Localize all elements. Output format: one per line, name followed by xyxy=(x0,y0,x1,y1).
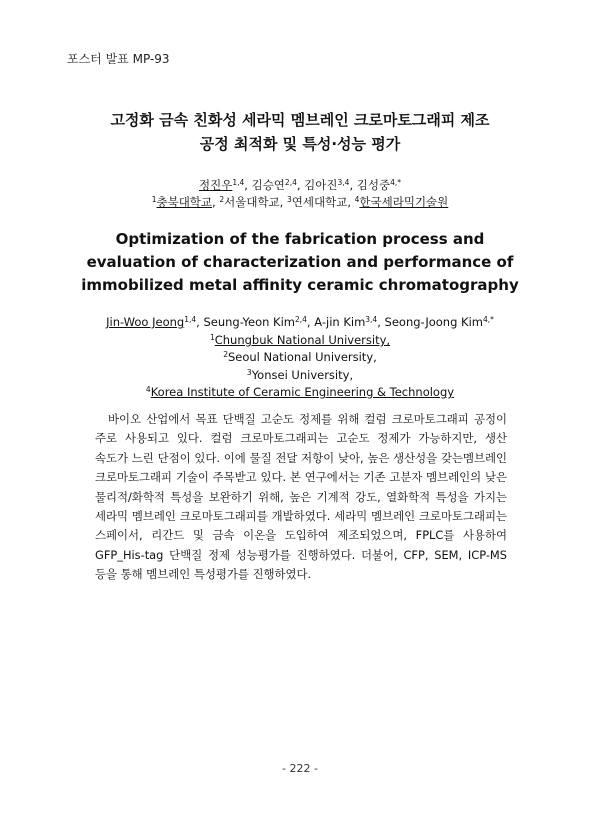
affiliation-mark: 4 xyxy=(145,385,151,394)
english-affiliation xyxy=(0,331,600,349)
english-title: Optimization of the fabrication process and evaluation of characterization and performance of immobilized metal affinity ceramic chromatography xyxy=(81,230,519,294)
english-author xyxy=(385,315,494,329)
author-affiliation-mark: 3,4 xyxy=(337,178,350,187)
affiliation-name: Chungbuk National University, xyxy=(214,333,391,347)
affiliation-mark: 3 xyxy=(246,368,252,377)
separator: , xyxy=(296,178,305,192)
english-author xyxy=(314,315,384,329)
author-name: Seong-Joong Kim xyxy=(384,315,483,329)
affiliation-mark: 2 xyxy=(219,195,225,204)
author-name: Jin-Woo Jeong xyxy=(106,315,185,329)
english-author-list xyxy=(0,313,600,331)
korean-author xyxy=(252,178,305,192)
affiliation-mark: 1 xyxy=(151,195,157,204)
author-name: 김승연 xyxy=(251,178,285,192)
korean-author xyxy=(357,178,401,192)
korean-affiliation xyxy=(287,195,355,209)
korean-affiliation xyxy=(219,195,287,209)
separator: , xyxy=(196,315,204,329)
affiliation-name: Yonsei University, xyxy=(251,368,354,382)
author-name: 정진우 xyxy=(199,178,233,192)
author-name: Seung-Yeon Kim xyxy=(203,315,295,329)
separator: , xyxy=(349,178,357,192)
english-affiliation xyxy=(0,366,600,384)
author-name: 김아진 xyxy=(304,178,338,192)
author-affiliation-mark: 4,* xyxy=(390,178,401,187)
english-author xyxy=(203,315,314,329)
affiliation-name: Seoul National University, xyxy=(227,350,377,364)
separator: , xyxy=(212,195,220,209)
author-affiliation-mark: 2,4 xyxy=(294,315,307,324)
affiliation-name: Korea Institute of Ceramic Engineering & Technology xyxy=(150,385,455,399)
separator: , xyxy=(347,195,355,209)
session-label: 포스터 발표 MP-93 xyxy=(67,52,170,66)
page-number: - 222 - xyxy=(282,762,318,775)
separator: , xyxy=(377,315,385,329)
author-name: A-jin Kim xyxy=(314,315,366,329)
affiliation-name: 서울대학교 xyxy=(224,195,280,209)
author-affiliation-mark: 3,4 xyxy=(365,315,378,324)
author-affiliation-mark: 1,4 xyxy=(232,178,245,187)
affiliation-mark: 3 xyxy=(286,195,292,204)
separator: , xyxy=(244,178,252,192)
author-affiliation-mark: 4,* xyxy=(482,315,494,324)
korean-affiliation xyxy=(355,195,449,209)
author-affiliation-mark: 2,4 xyxy=(284,178,297,187)
english-affiliation xyxy=(0,348,600,366)
korean-title xyxy=(0,108,600,156)
author-name: 김성중 xyxy=(356,178,391,192)
affiliation-name: 연세대학교 xyxy=(291,195,348,209)
english-author xyxy=(106,315,203,329)
korean-author xyxy=(304,178,357,192)
affiliation-mark: 4 xyxy=(354,195,360,204)
korean-affiliation xyxy=(152,195,220,209)
separator: , xyxy=(306,315,315,329)
korean-title-line-1: 고정화 금속 친화성 세라믹 멤브레인 크로마토그래피 제조 xyxy=(110,111,490,129)
english-affiliation xyxy=(0,383,600,401)
separator: , xyxy=(279,195,287,209)
abstract-body: 바이오 산업에서 목표 단백질 고순도 정제를 위해 컬럼 크로마토그래피 공정이 주로 사용되고 있다. 컬럼 크로마토그래피는 고순도 정제가 가능하지만, 생산 속도가 느린 단점이 있다. 이에 물질 전달 저항이 낮아, 높은 생산성을 갖는멤브레인 크로마토그래피 기술이 주목받고 있다. 본 연구에서는 기존 고분자 멤브레인의 낮은 물리적/화학적 특성을 보완하기 위해, 높은 기계적 강도, 열화학적 특성을 가지는 세라믹 멤브레인 크로마토그래피를 개발하였다. 세라믹 멤브레인 크로마토그래피는 스페이서, 리간드 및 금속 이온을 도입하여 제조되었으며, FPLC를 사용하여 GFP_His-tag 단백질 정제 성능평가를 진행하였다. 더불어, CFP, SEM, ICP-MS 등을 통해 멤브레인 특성평가를 진행하였다. xyxy=(95,412,507,582)
affiliation-mark: 1 xyxy=(209,333,215,342)
korean-title-line-2: 공정 최적화 및 특성·성능 평가 xyxy=(199,135,401,153)
affiliation-mark: 2 xyxy=(223,350,228,359)
affiliation-name: 한국세라믹기술원 xyxy=(359,195,449,209)
author-affiliation-mark: 1,4 xyxy=(184,315,197,324)
korean-author-list xyxy=(0,176,600,194)
korean-affiliation-list xyxy=(0,193,600,211)
affiliation-name: 충북대학교 xyxy=(156,195,213,209)
korean-author xyxy=(199,178,252,192)
